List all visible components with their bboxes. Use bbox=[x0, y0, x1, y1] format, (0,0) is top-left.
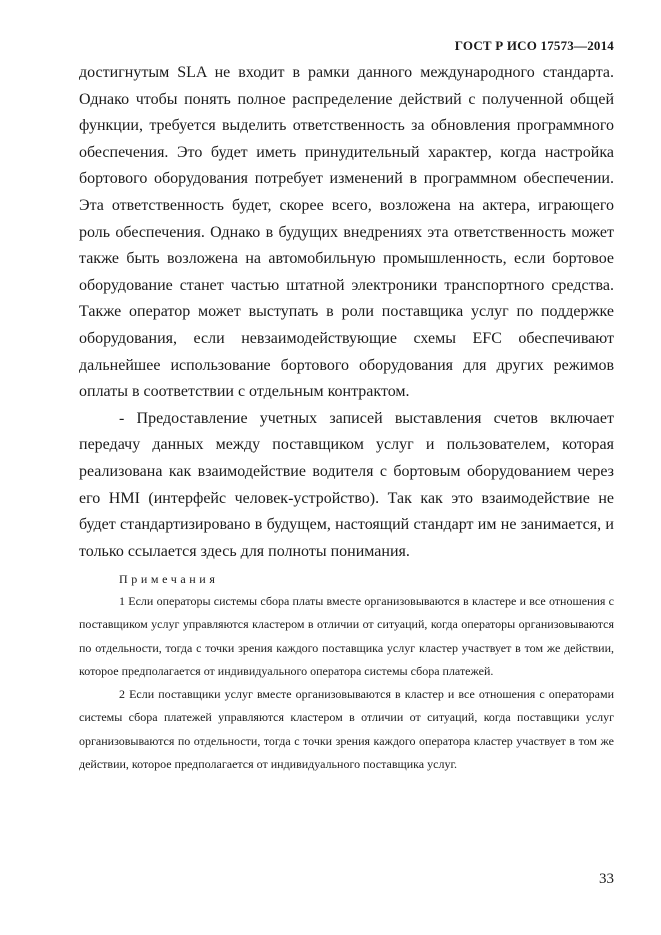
page-number: 33 bbox=[599, 871, 614, 887]
note-2: 2 Если поставщики услуг вместе организовываются в кластер и все отношения с операторами системы сбора платежей управляются кластером в отличии от ситуаций, когда поставщики услуг организовываются по отдельности, тогда с точки зрения каждого оператора кластер участвует в том же действии, которое предполагается от индивидуального поставщика услуг. bbox=[79, 687, 614, 771]
body-paragraph-2: - Предоставление учетных записей выставления счетов включает передачу данных между поставщиком услуг и пользователем, которая реализована как взаимодействие водителя с бортовым оборудованием через его HMI (интерфейс человек-устройство). Так как это взаимодействие не будет стандартизировано в будущем, настоящий стандарт им не занимается, и только ссылается здесь для полноты понимания. bbox=[79, 409, 614, 560]
page-body bbox=[79, 60, 614, 776]
document-header: ГОСТ Р ИСО 17573—2014 bbox=[454, 38, 614, 53]
body-paragraph-1: достигнутым SLA не входит в рамки данного международного стандарта. Однако чтобы понять полное распределение действий с полученной общей функции, требуется выделить ответственность за обновления программного обеспечения. Это будет иметь принудительный характер, когда настройка бортового оборудования потребует изменений в программном обеспечении. Эта ответственность будет, скорее всего, возложена на актера, играющего роль обеспечения. Однако в будущих внедрениях эта ответственность может также быть возложена на автомобильную промышленность, если бортовое оборудование станет частью штатной электроники транспортного средства. Также оператор может выступать в роли поставщика услуг по поддержке оборудования, если невзаимодействующие схемы EFC обеспечивают дальнейшее использование бортового оборудования для других режимов оплаты в соответствии с отдельным контрактом. bbox=[79, 64, 614, 401]
notes-heading: Примечания bbox=[119, 572, 219, 587]
note-1: 1 Если операторы системы сбора платы вместе организовываются в кластере и все отношения с поставщиком услуг управляются кластером в отличии от ситуаций, когда операторы организовываются по отдельности, тогда с точки зрения каждого поставщика услуг кластер участвует в том же действии, которое предполагается от индивидуального оператора системы сбора платежей. bbox=[79, 594, 614, 678]
